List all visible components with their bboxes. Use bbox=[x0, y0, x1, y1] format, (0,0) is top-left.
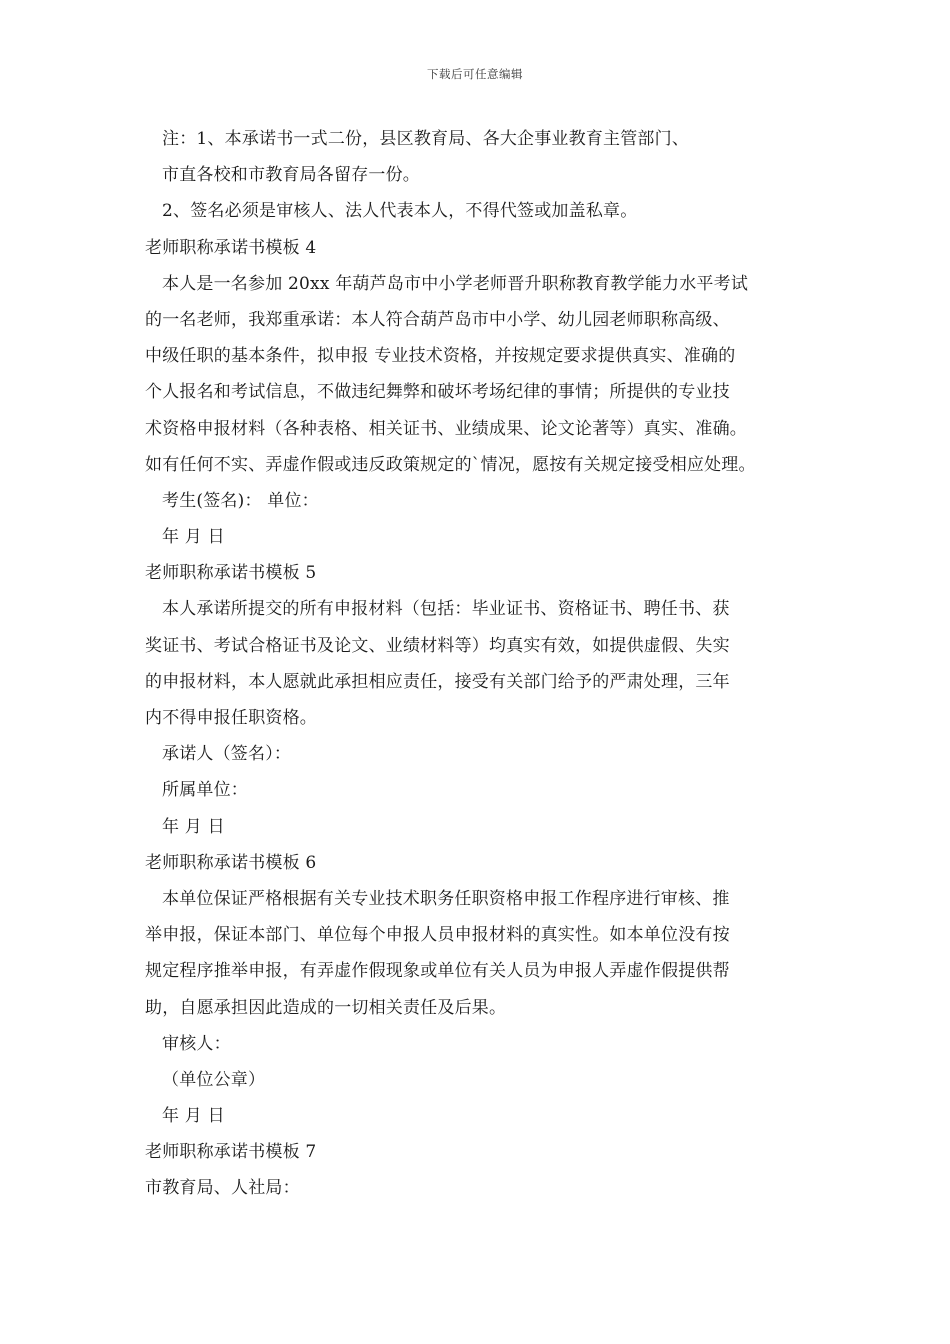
paragraph-line: 的一名老师，我郑重承诺：本人符合葫芦岛市中小学、幼儿园老师职称高级、 bbox=[145, 309, 730, 330]
date-line: 年 月 日 bbox=[162, 1106, 225, 1127]
note-line: 注：1、本承诺书一式二份，县区教育局、各大企事业教育主管部门、 bbox=[162, 129, 690, 149]
paragraph-line: 举申报，保证本部门、单位每个申报人员申报材料的真实性。如本单位没有按 bbox=[145, 925, 730, 946]
addressee-line: 市教育局、人社局： bbox=[145, 1178, 300, 1199]
paragraph-line: 助，自愿承担因此造成的一切相关责任及后果。 bbox=[145, 997, 507, 1018]
paragraph-line: 本人是一名参加 20xx 年葫芦岛市中小学老师晋升职称教育教学能力水平考试 bbox=[162, 273, 749, 294]
unit-line: 所属单位： bbox=[162, 780, 248, 801]
section-heading: 老师职称承诺书模板 4 bbox=[145, 237, 317, 258]
signature-line: 考生(签名)： 单位： bbox=[162, 490, 319, 511]
paragraph-line: 内不得申报任职资格。 bbox=[145, 708, 317, 728]
paragraph-line: 术资格申报材料（各种表格、相关证书、业绩成果、论文论著等）真实、准确。 bbox=[145, 418, 747, 439]
date-line: 年 月 日 bbox=[162, 816, 225, 837]
paragraph-line: 规定程序推举申报，有弄虚作假现象或单位有关人员为申报人弄虚作假提供帮 bbox=[145, 961, 730, 982]
paragraph-line: 个人报名和考试信息，不做违纪舞弊和破坏考场纪律的事情；所提供的专业技 bbox=[145, 382, 730, 403]
section-heading: 老师职称承诺书模板 6 bbox=[145, 852, 317, 873]
note-line: 市直各校和市教育局各留存一份。 bbox=[162, 165, 420, 186]
page-header: 下载后可任意编辑 bbox=[427, 67, 523, 81]
section-heading: 老师职称承诺书模板 7 bbox=[145, 1142, 317, 1163]
seal-line: （单位公章） bbox=[162, 1069, 266, 1090]
paragraph-line: 的申报材料，本人愿就此承担相应责任，接受有关部门给予的严肃处理，三年 bbox=[145, 671, 730, 692]
paragraph-line: 本单位保证严格根据有关专业技术职务任职资格申报工作程序进行审核、推 bbox=[162, 888, 730, 909]
paragraph-line: 中级任职的基本条件，拟申报 专业技术资格，并按规定要求提供真实、准确的 bbox=[145, 346, 736, 367]
signature-line: 审核人： bbox=[162, 1033, 231, 1054]
date-line: 年 月 日 bbox=[162, 527, 225, 548]
paragraph-line: 奖证书、考试合格证书及论文、业绩材料等）均真实有效，如提供虚假、失实 bbox=[145, 635, 730, 656]
paragraph-line: 如有任何不实、弄虚作假或违反政策规定的`情况，愿按有关规定接受相应处理。 bbox=[145, 454, 756, 475]
paragraph-line: 本人承诺所提交的所有申报材料（包括：毕业证书、资格证书、聘任书、获 bbox=[162, 599, 730, 620]
document-body bbox=[145, 121, 815, 1207]
section-heading: 老师职称承诺书模板 5 bbox=[145, 563, 317, 584]
note-line: 2、签名必须是审核人、法人代表本人，不得代签或加盖私章。 bbox=[162, 201, 638, 222]
signature-line: 承诺人（签名）： bbox=[162, 744, 292, 765]
